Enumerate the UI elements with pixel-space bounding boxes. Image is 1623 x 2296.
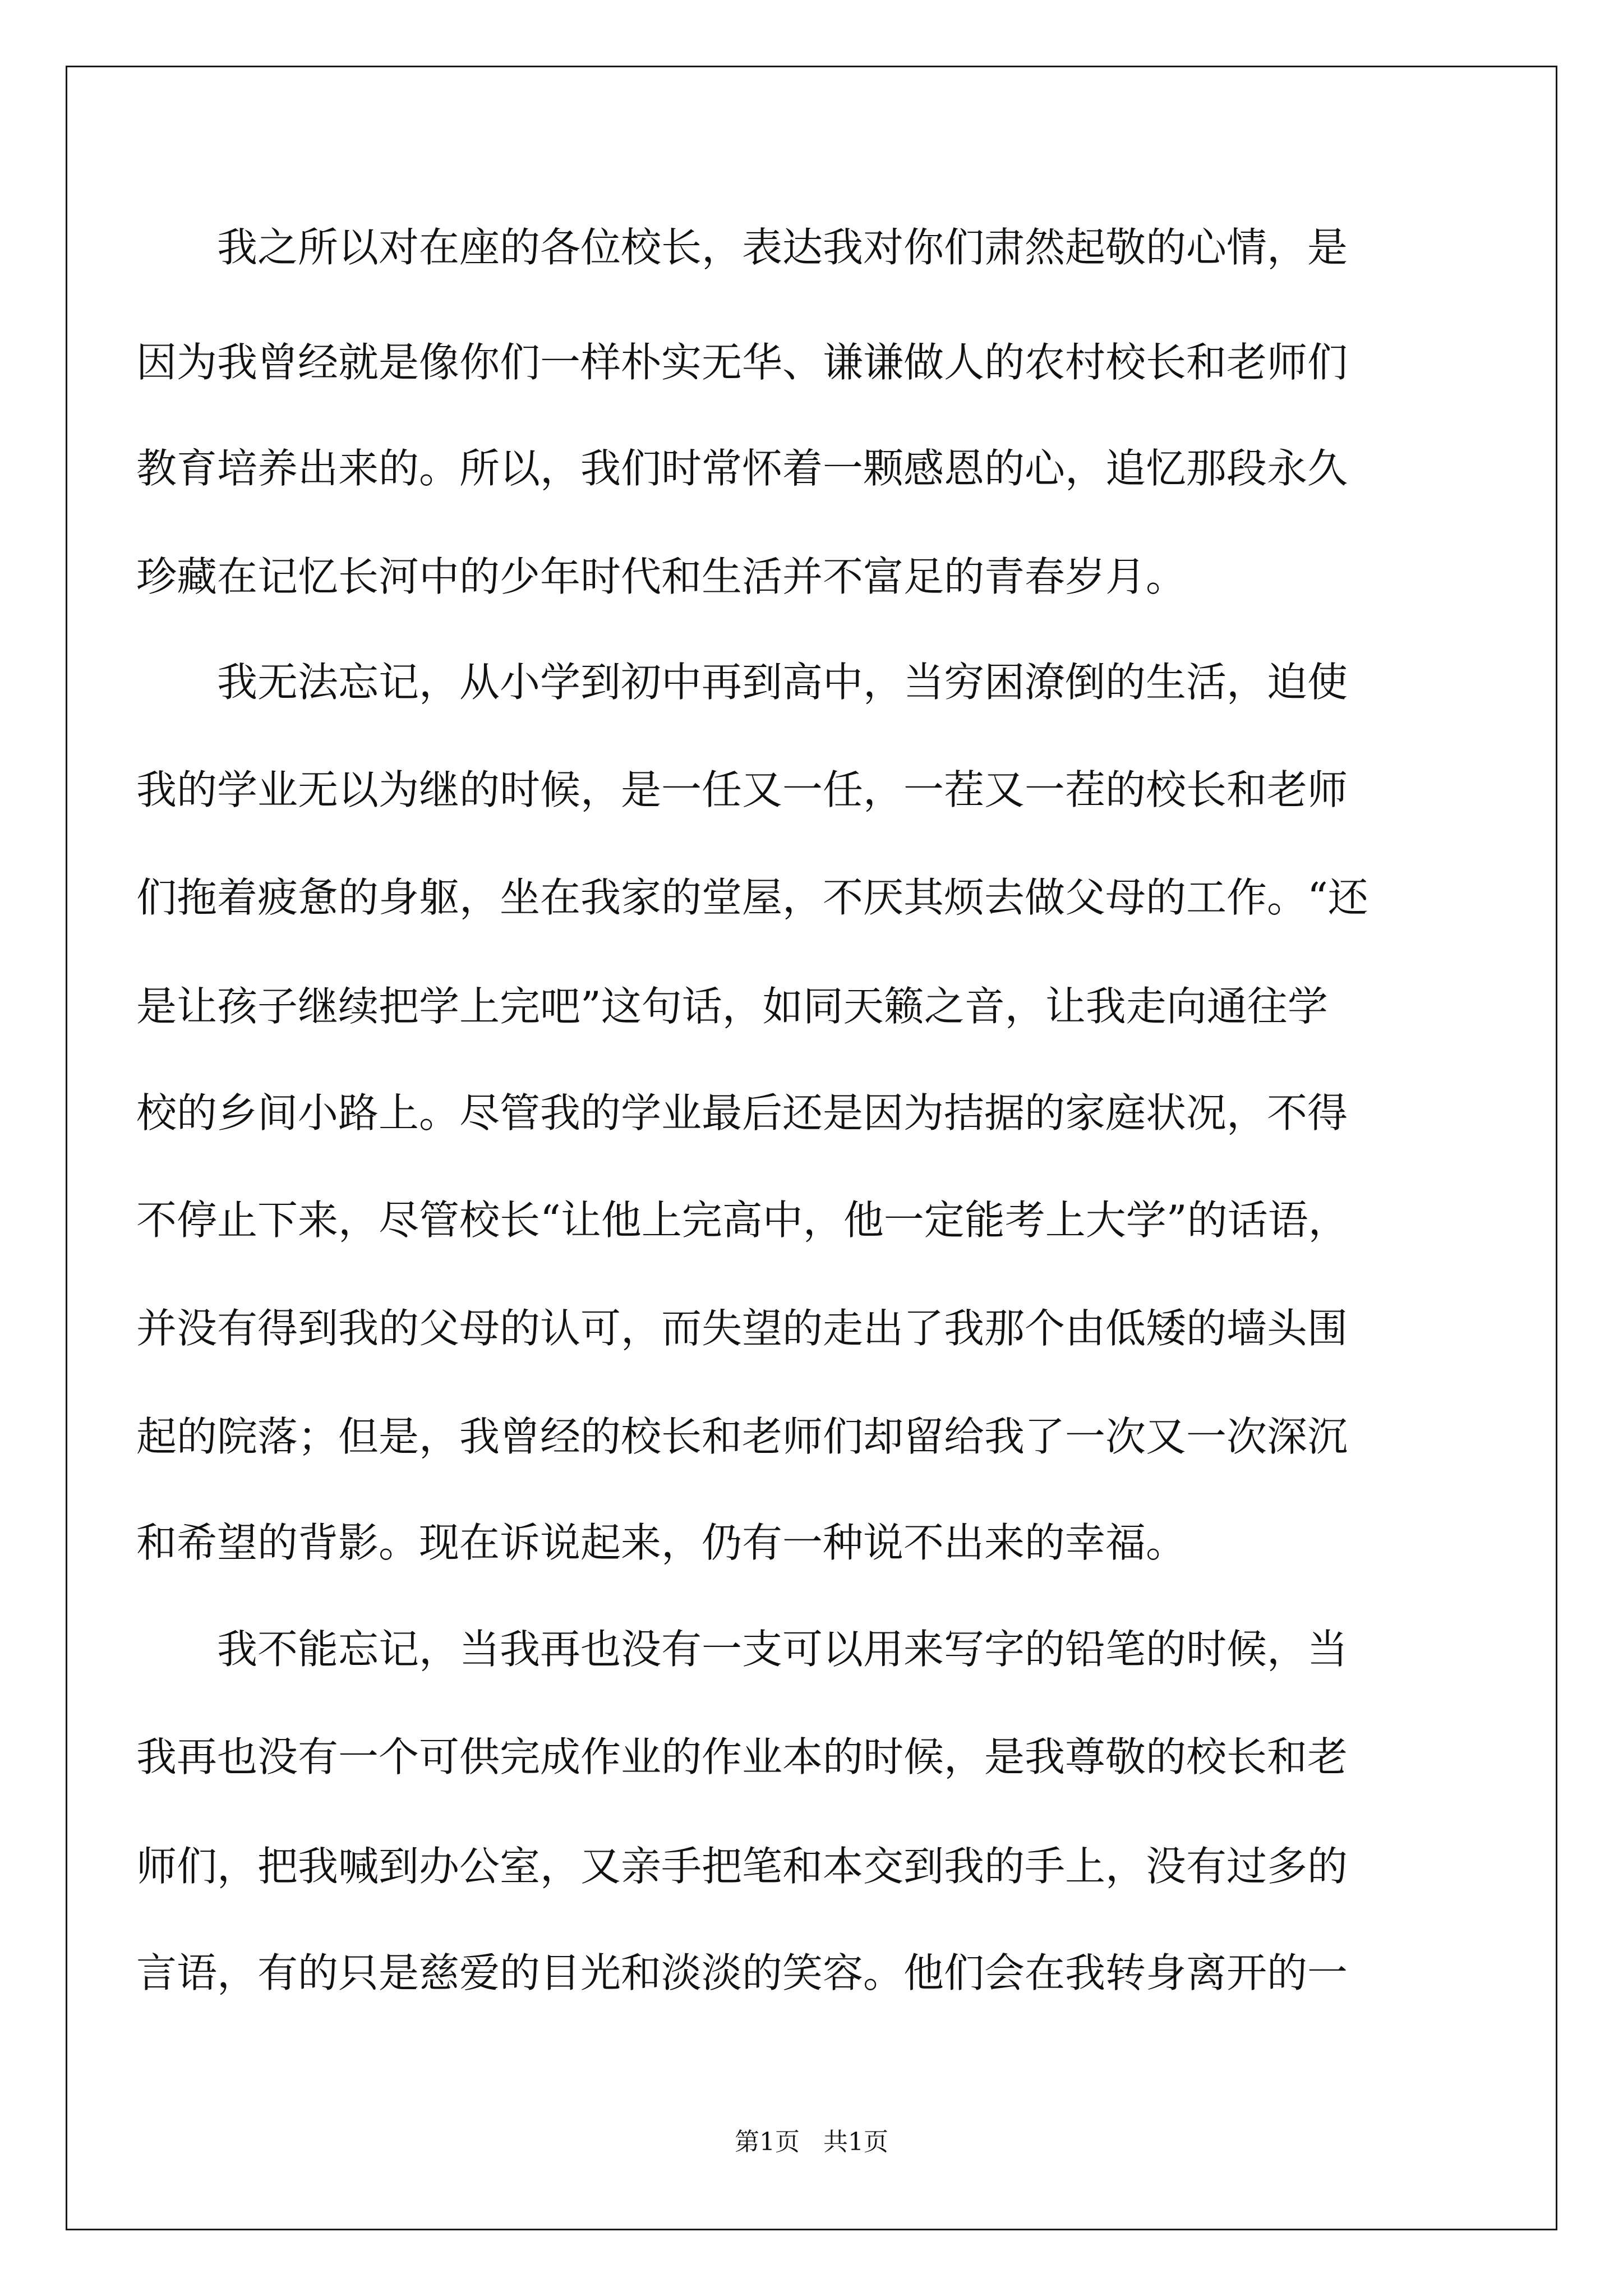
- text-line: 们拖着疲惫的身躯，坐在我家的堂屋，不厌其烦去做父母的工作。“还: [136, 874, 1368, 921]
- text-line: 我之所以对在座的各位校长，表达我对你们肃然起敬的心情，是: [217, 224, 1348, 271]
- text-line: 起的院落；但是，我曾经的校长和老师们却留给我了一次又一次深沉: [136, 1413, 1348, 1460]
- text-line: 因为我曾经就是像你们一样朴实无华、谦谦做人的农村校长和老师们: [136, 339, 1348, 386]
- text-line: 和希望的背影。现在诉说起来，仍有一种说不出来的幸福。: [136, 1519, 1187, 1566]
- text-line: 我不能忘记，当我再也没有一支可以用来写字的铅笔的时候，当: [217, 1626, 1348, 1673]
- page-border: [66, 66, 1557, 2230]
- text-line: 我再也没有一个可供完成作业的作业本的时候，是我尊敬的校长和老: [136, 1733, 1348, 1780]
- text-line: 教育培养出来的。所以，我们时常怀着一颗感恩的心，追忆那段永久: [136, 445, 1348, 492]
- text-line: 是让孩子继续把学上完吧”这句话，如同天籁之音，让我走向通往学: [136, 983, 1328, 1030]
- page-total: 共1页: [823, 2128, 888, 2156]
- text-line: 我的学业无以为继的时候，是一任又一任，一茬又一茬的校长和老师: [136, 766, 1348, 813]
- text-line: 师们，把我喊到办公室，又亲手把笔和本交到我的手上，没有过多的: [136, 1843, 1348, 1890]
- text-line: 我无法忘记，从小学到初中再到高中，当穷困潦倒的生活，迫使: [217, 659, 1348, 706]
- text-line: 不停止下来，尽管校长“让他上完高中，他一定能考上大学”的话语，: [136, 1197, 1349, 1244]
- text-line: 珍藏在记忆长河中的少年时代和生活并不富足的青春岁月。: [136, 553, 1187, 600]
- page-number: 第1页: [735, 2128, 800, 2156]
- text-line: 校的乡间小路上。尽管我的学业最后还是因为拮据的家庭状况，不得: [136, 1089, 1348, 1137]
- text-line: 并没有得到我的父母的认可，而失望的走出了我那个由低矮的墙头围: [136, 1305, 1348, 1352]
- page-footer: [0, 2122, 1623, 2157]
- text-line: 言语，有的只是慈爱的目光和淡淡的笑容。他们会在我转身离开的一: [136, 1949, 1348, 1996]
